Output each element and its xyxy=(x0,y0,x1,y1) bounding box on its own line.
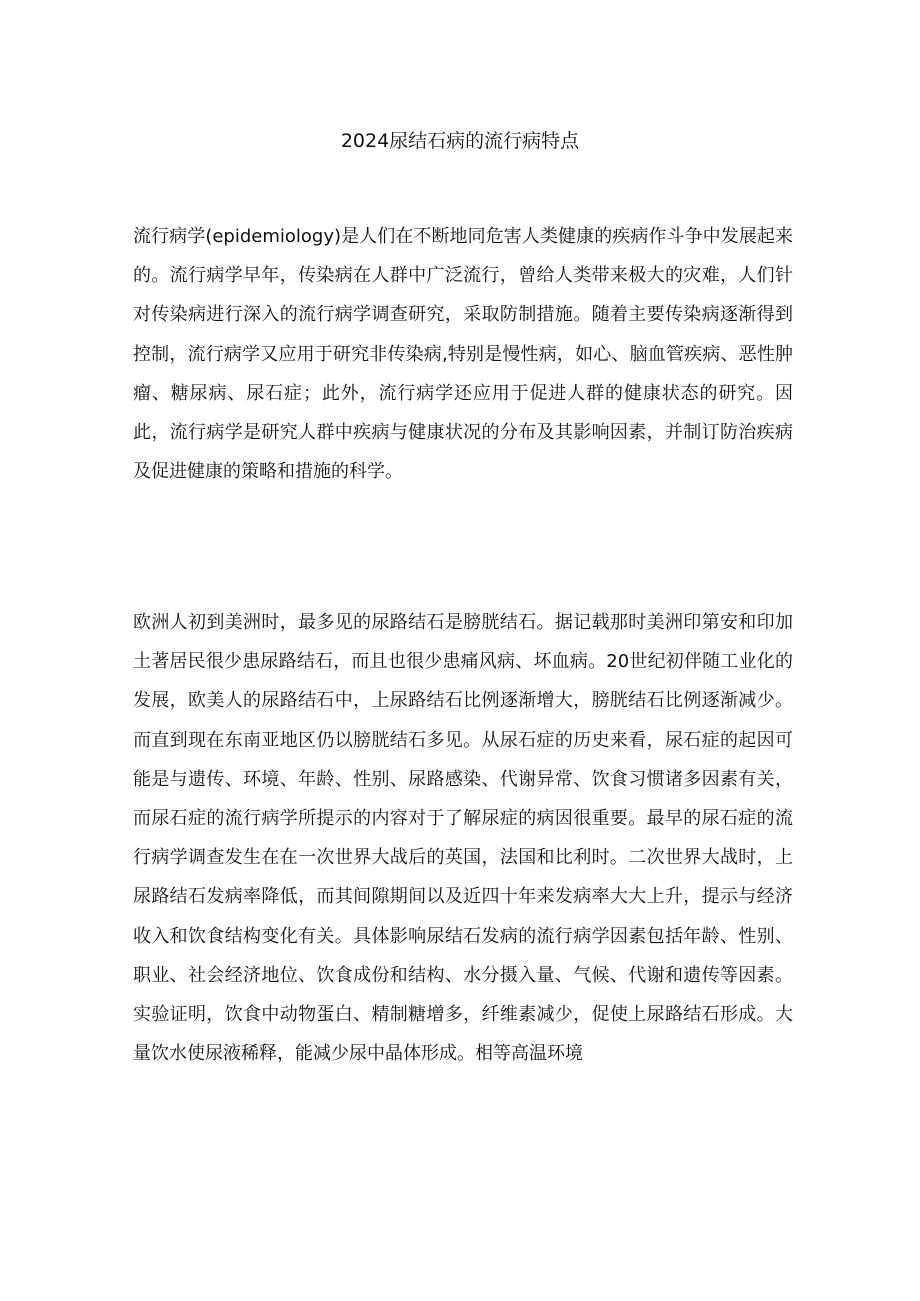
paragraph-urolithiasis-history: 欧洲人初到美洲时，最多见的尿路结石是膀胱结石。据记载那时美洲印第安和印加土著居民很少患尿路结石，而且也很少患痛风病、坏血病。20世纪初伴随工业化的发展，欧美人的尿路结石中，上尿路结石比例逐渐增大，膀胱结石比例逐渐减少。而直到现在东南亚地区仍以膀胱结石多见。从尿石症的历史来看，尿石症的起因可能是与遗传、环境、年龄、性别、尿路感染、代谢异常、饮食习惯诸多因素有关，而尿石症的流行病学所提示的内容对于了解尿症的病因很重要。最早的尿石症的流行病学调查发生在在一次世界大战后的英国，法国和比利时。二次世界大战时，上尿路结石发病率降低，而其间隙期间以及近四十年来发病率大大上升，提示与经济收入和饮食结构变化有关。具体影响尿结石发病的流行病学因素包括年龄、性别、职业、社会经济地位、饮食成份和结构、水分摄入量、气候、代谢和遗传等因素。实验证明，饮食中动物蛋白、精制糖增多，纤维素减少，促使上尿路结石形成。大量饮水使尿液稀释，能减少尿中晶体形成。相等高温环境 xyxy=(133,612,793,1065)
paragraph-epidemiology-intro: 流行病学(epidemiology)是人们在不断地同危害人类健康的疾病作斗争中发展起来的。流行病学早年，传染病在人群中广泛流行，曾给人类带来极大的灾难，人们针对传染病进行深入的流行病学调查研究，采取防制措施。随着主要传染病逐渐得到控制，流行病学又应用于研究非传染病,特别是慢性病，如心、脑血管疾病、恶性肿瘤、糖尿病、尿石症；此外，流行病学还应用于促进人群的健康状态的研究。因此，流行病学是研究人群中疾病与健康状况的分布及其影响因素，并制订防治疾病及促进健康的策略和措施的科学。 xyxy=(133,226,793,483)
document-title: 2024尿结石病的流行病特点 xyxy=(340,130,580,152)
